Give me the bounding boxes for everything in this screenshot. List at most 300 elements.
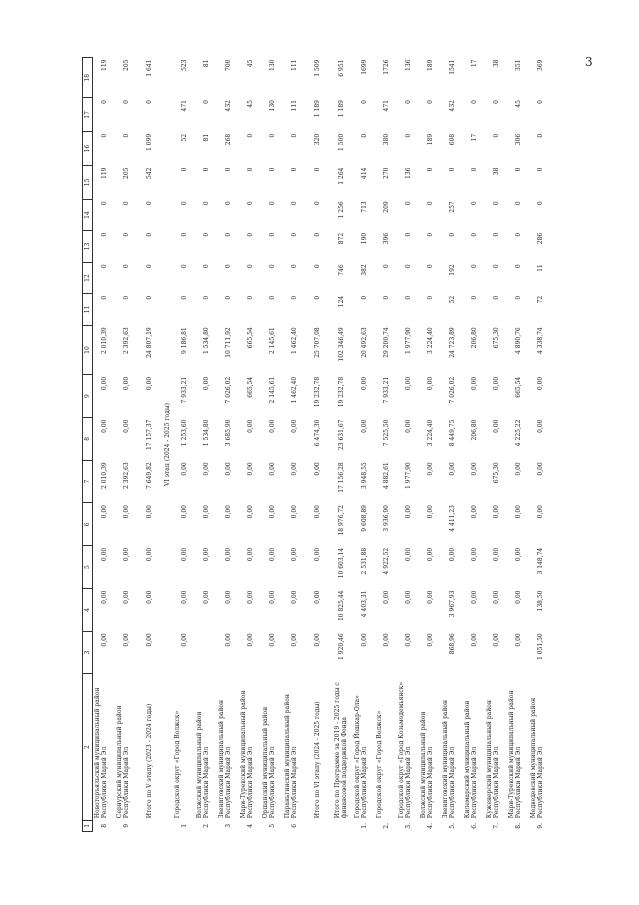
table-row: [261, 58, 283, 832]
column-number-14: 14: [83, 199, 93, 231]
column-number-5: 5: [83, 546, 93, 589]
row-index: 4: [246, 823, 254, 828]
cell-col-14: 0: [202, 201, 210, 206]
cell-col-6: 0,00: [122, 505, 130, 519]
cell-col-13: 0: [100, 232, 108, 237]
cell-col-16: 0: [100, 133, 108, 138]
cell-col-11: 0: [360, 295, 368, 300]
cell-col-4: 0,00: [202, 590, 210, 604]
cell-col-14: 0: [224, 201, 232, 206]
row-index: 9: [122, 823, 130, 828]
cell-col-4: 0,00: [404, 590, 412, 604]
cell-col-3: 0,00: [470, 633, 478, 647]
cell-col-7: 1 977,90: [404, 462, 412, 489]
cell-col-11: 0: [290, 295, 298, 300]
table-row: [283, 58, 305, 832]
cell-col-9: 2 145,61: [268, 376, 276, 404]
column-number-13: 13: [83, 231, 93, 263]
column-number-11: 11: [83, 294, 93, 326]
municipality-name: Волжский муниципальный район Республики Марий Эл: [196, 711, 210, 819]
cell-col-12: 0: [514, 264, 522, 269]
cell-col-14: 0: [492, 201, 500, 206]
table-row: [239, 58, 261, 832]
cell-col-7: 0,00: [224, 462, 232, 476]
cell-col-15: 270: [382, 167, 390, 179]
cell-col-8: 7 525,50: [382, 419, 390, 447]
cell-col-3: 1 051,50: [536, 633, 544, 660]
column-number-row: [83, 58, 93, 832]
cell-col-18: 369: [536, 59, 544, 71]
row-index: 5: [268, 823, 276, 828]
row-index: [305, 820, 329, 831]
cell-col-8: 0,00: [492, 419, 500, 433]
cell-col-15: 38: [492, 167, 500, 176]
cell-col-10: 1 534,80: [202, 327, 210, 354]
cell-col-11: 0: [145, 295, 153, 300]
cell-col-15: 0: [448, 167, 456, 172]
cell-col-5: 0,00: [404, 547, 412, 562]
cell-col-7: 7 649,82: [145, 462, 153, 489]
cell-col-8: 0,00: [360, 419, 368, 433]
cell-col-10: 2 392,63: [122, 327, 130, 354]
cell-col-12: 0: [224, 264, 232, 269]
cell-col-10: 2 145,61: [268, 327, 276, 354]
cell-col-10: 675,30: [492, 327, 500, 349]
cell-col-7: 3 948,55: [360, 462, 368, 489]
cell-col-15: 205: [122, 167, 130, 179]
cell-col-8: 6 474,30: [313, 419, 321, 447]
cell-col-16: 0: [536, 133, 544, 138]
cell-col-13: 0: [290, 232, 298, 237]
cell-col-12: 0: [268, 264, 276, 269]
cell-col-6: 0,00: [180, 505, 188, 519]
cell-col-15: 0: [313, 167, 321, 172]
row-index: 3: [224, 823, 232, 828]
cell-col-7: 0,00: [246, 462, 254, 476]
cell-col-16: 0: [268, 133, 276, 138]
cell-col-13: 0: [122, 232, 130, 237]
cell-col-8: 1 534,80: [202, 419, 210, 447]
cell-col-18: 205: [122, 59, 130, 71]
cell-col-14: 0: [290, 201, 298, 206]
cell-col-17: 0: [536, 100, 544, 104]
table-row: [375, 58, 397, 832]
cell-col-11: 0: [382, 295, 390, 300]
cell-col-12: 0: [492, 264, 500, 269]
cell-col-13: 0: [426, 232, 434, 237]
cell-col-9: 665,54: [246, 376, 254, 398]
cell-col-15: 0: [426, 167, 434, 172]
cell-col-5: 3 148,74: [536, 547, 544, 575]
cell-col-15: 0: [202, 167, 210, 172]
cell-col-5: 0,00: [224, 547, 232, 562]
cell-col-5: 0,00: [202, 547, 210, 562]
cell-col-13: 396: [382, 232, 390, 245]
cell-col-15: 0: [470, 167, 478, 172]
cell-col-11: 0: [122, 295, 130, 300]
column-number-1: 1: [83, 820, 93, 831]
cell-col-17: 111: [290, 100, 298, 112]
cell-col-10: 102 346,49: [337, 327, 345, 362]
cell-col-3: 0,00: [100, 633, 108, 647]
column-number-8: 8: [83, 418, 93, 461]
cell-col-16: 0: [360, 133, 368, 138]
municipality-name: Городской округ «Город Козьмодемьянск» Республики Марий Эл: [398, 681, 412, 819]
cell-col-3: [195, 631, 217, 674]
cell-col-4: 0,00: [100, 590, 108, 604]
cell-col-18: 111: [290, 59, 298, 71]
cell-col-4: 0,00: [514, 590, 522, 604]
table-body: [93, 58, 552, 832]
cell-col-16: 380: [382, 133, 390, 146]
cell-col-4: 0,00: [290, 590, 298, 604]
municipality-name: Волжский муниципальный район Республики Марий Эл: [420, 711, 434, 819]
cell-col-4: 0,00: [268, 590, 276, 604]
cell-col-9: 0,00: [404, 376, 412, 391]
cell-col-3: 0,00: [492, 633, 500, 647]
table-row: [353, 58, 375, 832]
cell-col-14: 0: [470, 201, 478, 206]
cell-col-12: 0: [202, 264, 210, 269]
cell-col-7: 4 882,61: [382, 462, 390, 489]
column-number-12: 12: [83, 262, 93, 294]
cell-col-18: 700: [224, 59, 232, 71]
cell-col-11: 72: [536, 295, 544, 304]
cell-col-9: 7 026,02: [224, 376, 232, 404]
cell-col-7: 0,00: [426, 462, 434, 476]
cell-col-9: 0,00: [145, 376, 153, 391]
cell-col-8: 0,00: [246, 419, 254, 433]
cell-col-12: 0: [145, 264, 153, 269]
cell-col-12: 11: [536, 264, 544, 272]
cell-col-3: 0,00: [268, 633, 276, 647]
cell-col-3: 0,00: [224, 633, 232, 647]
cell-col-17: 45: [514, 100, 522, 108]
cell-col-17: 432: [224, 100, 232, 112]
cell-col-9: 19 232,78: [337, 376, 345, 408]
cell-col-6: 4 411,23: [448, 505, 456, 532]
cell-col-18: 1541: [448, 59, 456, 75]
cell-col-6: 0,00: [145, 505, 153, 519]
row-index: 6.: [470, 823, 478, 829]
cell-col-3: 0,00: [180, 633, 188, 647]
cell-col-12: 0: [246, 264, 254, 269]
cell-col-12: 0: [404, 264, 412, 269]
municipality-name: Медведевский муниципальный район Республики Марий Эл: [530, 697, 544, 819]
cell-col-10: 1 977,90: [404, 327, 412, 354]
cell-col-4: 0,00: [470, 590, 478, 604]
cell-col-8: 3 224,40: [426, 419, 434, 447]
page-number: 3: [585, 55, 593, 69]
cell-col-6: 0,00: [246, 505, 254, 519]
row-index: [329, 820, 353, 831]
cell-col-13: 0: [145, 232, 153, 237]
cell-col-12: 0: [313, 264, 321, 269]
cell-col-10: 206,80: [470, 327, 478, 349]
cell-col-9: 19 232,78: [313, 376, 321, 408]
cell-col-17: 0: [360, 100, 368, 104]
cell-col-15: 0: [246, 167, 254, 172]
cell-col-4: 0,00: [426, 590, 434, 604]
cell-col-15: 119: [100, 167, 108, 179]
cell-col-13: 872: [337, 232, 345, 245]
cell-col-16: 17: [470, 133, 478, 142]
cell-col-13: 0: [514, 232, 522, 237]
municipality-name: Городской округ «Город Йошкар-Ола» Республики Марий Эл: [354, 695, 368, 819]
cell-col-10: 20 492,63: [360, 327, 368, 358]
cell-col-3: 0,00: [514, 633, 522, 647]
cell-col-15: 136: [404, 167, 412, 179]
cell-col-18: 81: [202, 59, 210, 68]
cell-col-18: 189: [426, 59, 434, 71]
row-index: 2: [202, 823, 210, 828]
cell-col-17: 45: [246, 100, 254, 108]
cell-col-17: 0: [404, 100, 412, 104]
cell-col-10: 9 186,81: [180, 327, 188, 354]
cell-col-12: 746: [337, 264, 345, 276]
municipality-name: Итого по VI этапу (2024 - 2025 годы): [313, 701, 321, 819]
cell-col-9: 0,00: [202, 376, 210, 391]
cell-col-6: 0,00: [202, 505, 210, 519]
stage-heading-row: [161, 58, 173, 832]
cell-col-8: 0,00: [122, 419, 130, 433]
cell-col-12: 382: [360, 264, 368, 276]
cell-col-11: 0: [313, 295, 321, 300]
cell-col-11: 0: [100, 295, 108, 300]
cell-col-11: 52: [448, 295, 456, 304]
cell-col-14: 0: [536, 201, 544, 206]
cell-col-6: 0,00: [514, 505, 522, 519]
cell-col-5: 0,00: [122, 547, 130, 562]
cell-col-13: 190: [360, 232, 368, 245]
cell-col-3: 0,00: [290, 633, 298, 647]
cell-col-6: 0,00: [268, 505, 276, 519]
cell-col-16: 306: [514, 133, 522, 146]
row-index: 1.: [360, 823, 368, 829]
cell-col-17: 432: [448, 100, 456, 112]
cell-col-13: 0: [268, 232, 276, 237]
row-index: 4.: [426, 823, 434, 829]
cell-col-8: 0,00: [536, 419, 544, 433]
cell-col-4: 0,00: [145, 590, 153, 604]
cell-col-3: 1 920,46: [337, 633, 345, 660]
cell-col-16: 1 099: [145, 133, 153, 151]
cell-col-12: 0: [426, 264, 434, 269]
column-number-7: 7: [83, 460, 93, 503]
municipality-name: Сернурский муниципальный район Республики Марий Эл: [116, 705, 130, 819]
cell-col-9: 7 026,02: [448, 376, 456, 404]
cell-col-15: 0: [180, 167, 188, 172]
cell-col-7: 0,00: [202, 462, 210, 476]
cell-col-10: 4 338,74: [536, 327, 544, 354]
cell-col-11: 0: [224, 295, 232, 300]
column-number-9: 9: [83, 375, 93, 418]
stage-heading: VI этап (2024 - 2025 годы): [163, 403, 171, 486]
cell-col-16: 0: [290, 133, 298, 138]
cell-col-4: 0,00: [382, 590, 390, 604]
cell-col-16: 1 500: [337, 133, 345, 151]
table-row: [507, 58, 529, 832]
cell-col-18: 17: [470, 59, 478, 68]
column-number-4: 4: [83, 589, 93, 632]
cell-col-4: 0,00: [246, 590, 254, 604]
cell-col-12: 0: [100, 264, 108, 269]
cell-col-11: 124: [337, 295, 345, 308]
municipality-name: Новоторъяльский муниципальный район Республики Марий Эл: [94, 687, 108, 819]
cell-col-5: 10 603,14: [337, 547, 345, 579]
cell-col-6: 0,00: [100, 505, 108, 519]
cell-col-6: 0,00: [404, 505, 412, 519]
cell-col-8: 0,00: [100, 419, 108, 433]
cell-col-14: 0: [514, 201, 522, 206]
cell-col-8: 0,00: [404, 419, 412, 433]
row-index: 1: [180, 823, 188, 828]
cell-col-9: 7 933,21: [382, 376, 390, 404]
cell-col-18: 351: [514, 59, 522, 71]
cell-col-3: 868,96: [448, 633, 456, 655]
cell-col-5: 0,00: [246, 547, 254, 562]
cell-col-7: 675,30: [492, 462, 500, 484]
cell-col-10: 665,54: [246, 327, 254, 349]
row-index: [137, 820, 161, 831]
cell-col-3: 0,00: [122, 633, 130, 647]
cell-col-13: 0: [202, 232, 210, 237]
cell-col-9: 0,00: [426, 376, 434, 391]
cell-col-16: 52: [180, 133, 188, 142]
cell-col-5: 0,00: [492, 547, 500, 562]
cell-col-16: 189: [426, 133, 434, 146]
cell-col-17: 471: [382, 100, 390, 112]
table-row: [93, 58, 116, 832]
cell-col-7: 0,00: [180, 462, 188, 476]
cell-col-18: 1726: [382, 59, 390, 75]
cell-col-5: 0,00: [145, 547, 153, 562]
cell-col-4: 138,50: [536, 590, 544, 612]
cell-col-18: 119: [100, 59, 108, 71]
cell-col-9: 0,00: [122, 376, 130, 391]
cell-col-7: 2 392,63: [122, 462, 130, 489]
municipality-name: Итого по Программе за 2019 - 2025 годы с финансовой поддержкой Фонда: [334, 682, 348, 819]
cell-col-17: 0: [100, 100, 108, 104]
row-index: 8.: [514, 823, 522, 829]
table-row: [529, 58, 551, 832]
cell-col-5: 0,00: [290, 547, 298, 562]
cell-col-10: 25 707,08: [313, 327, 321, 358]
cell-col-11: 0: [514, 295, 522, 300]
cell-col-12: 0: [382, 264, 390, 269]
column-number-16: 16: [83, 132, 93, 166]
cell-col-10: 2 010,39: [100, 327, 108, 354]
row-index: 8: [100, 823, 108, 828]
cell-col-11: 0: [492, 295, 500, 300]
table-row: [441, 58, 463, 832]
cell-col-10: 4 890,76: [514, 327, 522, 354]
cell-col-8: 17 157,37: [145, 419, 153, 451]
row-index: 2.: [382, 823, 390, 829]
cell-col-6: 18 976,72: [337, 505, 345, 536]
cell-col-3: 0,00: [382, 633, 390, 647]
cell-col-14: 1 256: [337, 201, 345, 219]
cell-col-14: 0: [145, 201, 153, 206]
cell-col-11: 0: [470, 295, 478, 300]
cell-col-4: 0,00: [122, 590, 130, 604]
cell-col-12: 0: [180, 264, 188, 269]
cell-col-17: 0: [145, 100, 153, 104]
cell-col-4: 0,00: [224, 590, 232, 604]
cell-col-9: 665,54: [514, 376, 522, 398]
municipality-name: Параньгинский муниципальный район Республики Марий Эл: [284, 694, 298, 819]
cell-col-8: 8 449,75: [448, 419, 456, 447]
cell-col-14: 0: [268, 201, 276, 206]
row-index: 5.: [448, 823, 456, 829]
cell-col-5: 0,00: [470, 547, 478, 562]
cell-col-9: 0,00: [492, 376, 500, 391]
cell-col-18: 523: [180, 59, 188, 71]
column-number-17: 17: [83, 98, 93, 132]
table-row: [485, 58, 507, 832]
cell-col-9: 1 462,40: [290, 376, 298, 404]
cell-col-14: 209: [382, 201, 390, 213]
cell-col-15: 0: [290, 167, 298, 172]
cell-col-14: 0: [122, 201, 130, 206]
municipality-name: Мари-Турекский муниципальный район Республики Марий Эл: [508, 690, 522, 819]
table-row: [217, 58, 239, 832]
cell-col-6: 3 936,90: [382, 505, 390, 532]
cell-col-8: 4 225,22: [514, 419, 522, 447]
cell-col-12: 0: [122, 264, 130, 269]
cell-col-7: 17 156,28: [337, 462, 345, 493]
cell-col-18: 38: [492, 59, 500, 68]
cell-col-16: 320: [313, 133, 321, 146]
cell-col-17: 0: [202, 100, 210, 104]
cell-col-11: 0: [268, 295, 276, 300]
cell-col-11: 0: [246, 295, 254, 300]
cell-col-7: 0,00: [290, 462, 298, 476]
cell-col-7: 0,00: [470, 462, 478, 476]
cell-col-9: 0,00: [360, 376, 368, 391]
cell-col-13: 0: [246, 232, 254, 237]
cell-col-18: 1 641: [145, 59, 153, 77]
cell-col-5: 0,00: [514, 547, 522, 562]
cell-col-4: 4 403,31: [360, 590, 368, 618]
cell-col-16: 608: [448, 133, 456, 146]
cell-col-18: 130: [268, 59, 276, 71]
cell-col-14: 0: [426, 201, 434, 206]
table-row: [419, 58, 441, 832]
cell-col-14: 0: [180, 201, 188, 206]
cell-col-13: 0: [224, 232, 232, 237]
cell-col-6: 0,00: [313, 505, 321, 519]
cell-col-14: 0: [100, 201, 108, 206]
column-number-18: 18: [83, 58, 93, 99]
table-row: [463, 58, 485, 832]
cell-col-17: 130: [268, 100, 276, 112]
cell-col-14: 713: [360, 201, 368, 213]
cell-col-10: 1 462,40: [290, 327, 298, 354]
cell-col-4: 0,00: [313, 590, 321, 604]
column-number-6: 6: [83, 503, 93, 546]
cell-col-14: 0: [313, 201, 321, 206]
cell-col-3: 0,00: [313, 633, 321, 647]
municipality-name: Городской округ «Город Волжск»: [376, 710, 383, 819]
cell-col-4: 0,00: [180, 590, 188, 604]
cell-col-14: 257: [448, 201, 456, 213]
rotated-table-stage: [82, 57, 637, 832]
cell-col-4: 3 967,93: [448, 590, 456, 618]
cell-col-5: 0,00: [268, 547, 276, 562]
cell-col-8: 1 253,60: [180, 419, 188, 447]
table-row: [115, 58, 137, 832]
